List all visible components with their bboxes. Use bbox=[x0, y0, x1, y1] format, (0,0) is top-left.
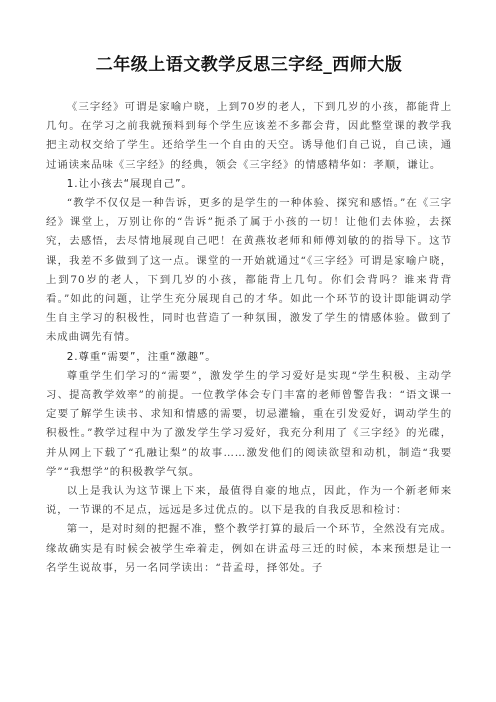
intro-paragraph: 《三字经》可谓是家喻户晓，上到70岁的老人，下到几岁的小孩，都能背上几句。在学习之前我就预料到每个学生应该差不多都会背，因此整堂课的教学我把主动权交给了学生。还给学生一个自由的天空。诱导他们自己说，自己读，通过诵读来品味《三字经》的经典，领会《三字经》的情感精华如：孝顺，谦让。 bbox=[46, 101, 452, 171]
document-title: 二年级上语文教学反思三字经_西师大版 bbox=[95, 55, 403, 75]
reflection-intro-paragraph: 以上是我认为这节课上下来，最值得自豪的地点，因此，作为一个新老师来说，一节课的不足点，远远是多过优点的。以下是我的自我反思和检讨： bbox=[46, 485, 452, 517]
section-heading-2: 2.尊重“需要”，注重“激趣”。 bbox=[66, 350, 217, 363]
section-1-paragraph: “教学不仅仅是一种告诉，更多的是学生的一种体验、探究和感悟。”在《三字经》课堂上，万别让你的“告诉”扼杀了属于小孩的一切！让他们去体验，去探究，去感悟，去尽情地展现自己吧！在黄燕妆老师和师傅刘敏的的指导下。这节课，我差不多做到了这一点。课堂的一开始就通过“《三字经》可谓是家喻户晓，上到70岁的老人，下到几岁的小孩，都能背上几句。你们会背吗？谁来背背看。”如此的问题，让学生充分展现自己的才华。如此一个环节的设计即能调动学生自主学习的积极性，同时也营造了一种氛围，激发了学生的情感体验。做到了未成曲调先有情。 bbox=[46, 197, 452, 344]
section-2-paragraph: 尊重学生们学习的“需要”，激发学生的学习爱好是实现“学生积极、主动学习、提高教学效率”的前提。一位教学体会专门丰富的老师曾警告我：“语文课一定要了解学生读书、求知和情感的需要，切忌灌输，重在引发爱好，调动学生的积极性。”教学过程中为了激发学生学习爱好，我充分利用了《三字经》的光碟，并从网上下载了“孔融让梨”的故事……激发他们的阅读欲望和动机，制造“我要学”“我想学”的积极教学气氛。 bbox=[46, 369, 452, 478]
section-heading-1: 1.让小孩去“展现自己”。 bbox=[66, 177, 193, 190]
reflection-first-point-paragraph: 第一，是对时刻的把握不准，整个教学打算的最后一个环节，全然没有完成。缘故确实是有时候会被学生牵着走，例如在讲孟母三迁的时候，本来预想是让一名学生说故事，另一名同学读出：“昔孟母，择邻处。子 bbox=[46, 523, 452, 574]
